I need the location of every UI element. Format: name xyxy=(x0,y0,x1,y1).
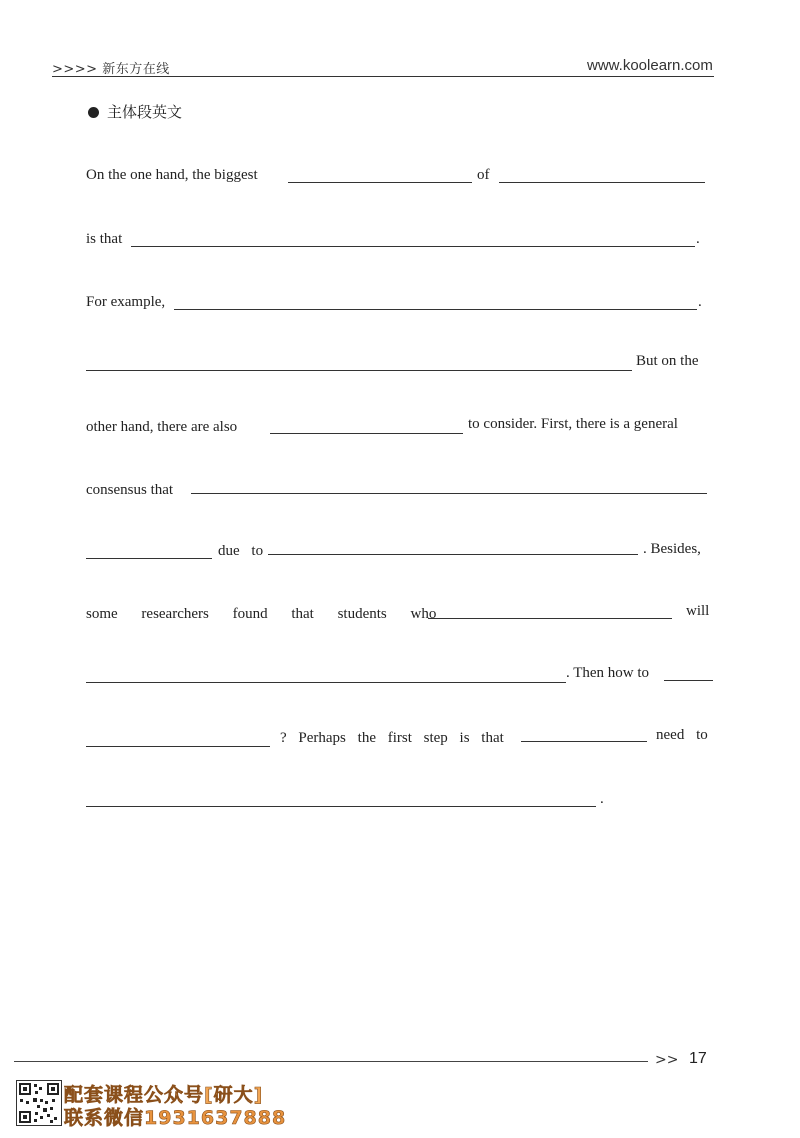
bullet-icon xyxy=(88,107,99,118)
line7-text-a: due to xyxy=(218,543,264,559)
line10-text-a: ? Perhaps the first step is that xyxy=(280,730,504,746)
blank-4[interactable] xyxy=(174,309,697,310)
blank-11[interactable] xyxy=(86,682,566,683)
line4-text-end: But on the xyxy=(636,353,699,369)
line3-text-a: For example, xyxy=(86,294,166,310)
line1-text-b: of xyxy=(477,167,490,183)
line2-period: . xyxy=(696,231,700,247)
blank-1[interactable] xyxy=(288,182,472,183)
watermark-line2: 联系微信1931637888 xyxy=(64,1107,287,1129)
qr-code-icon xyxy=(16,1080,62,1126)
line1-text-a: On the one hand, the biggest xyxy=(86,167,258,183)
blank-14[interactable] xyxy=(521,741,647,742)
line7-text-b: . Besides, xyxy=(643,541,701,557)
blank-10[interactable] xyxy=(428,618,672,619)
blank-5[interactable] xyxy=(86,370,632,371)
line5-text-a: other hand, there are also xyxy=(86,419,238,435)
watermark-line1: 配套课程公众号[研大] xyxy=(64,1084,264,1106)
line5-text-b: to consider. First, there is a general xyxy=(468,416,678,432)
page-number: 17 xyxy=(689,1050,707,1067)
line8-text-a: some researchers found that students who xyxy=(86,606,437,622)
line10-text-b: need to xyxy=(656,727,708,743)
section-title: 主体段英文 xyxy=(107,103,183,121)
header-divider xyxy=(52,76,714,77)
blank-15[interactable] xyxy=(86,806,596,807)
line11-period: . xyxy=(600,791,604,807)
line3-period: . xyxy=(698,294,702,310)
blank-12[interactable] xyxy=(664,680,713,681)
blank-7[interactable] xyxy=(191,493,707,494)
line9-text-a: . Then how to xyxy=(566,665,650,681)
blank-3[interactable] xyxy=(131,246,695,247)
line2-text-a: is that xyxy=(86,231,123,247)
blank-9[interactable] xyxy=(268,554,638,555)
header-brand: >>>> 新东方在线 xyxy=(52,62,170,77)
blank-8[interactable] xyxy=(86,558,212,559)
footer-divider xyxy=(14,1061,648,1062)
header-url[interactable]: www.koolearn.com xyxy=(587,57,713,74)
blank-6[interactable] xyxy=(270,433,463,434)
line6-text-a: consensus that xyxy=(86,482,174,498)
footer-arrow-icon: >> xyxy=(655,1052,679,1068)
blank-13[interactable] xyxy=(86,746,270,747)
line8-text-b: will xyxy=(686,603,710,619)
blank-2[interactable] xyxy=(499,182,705,183)
